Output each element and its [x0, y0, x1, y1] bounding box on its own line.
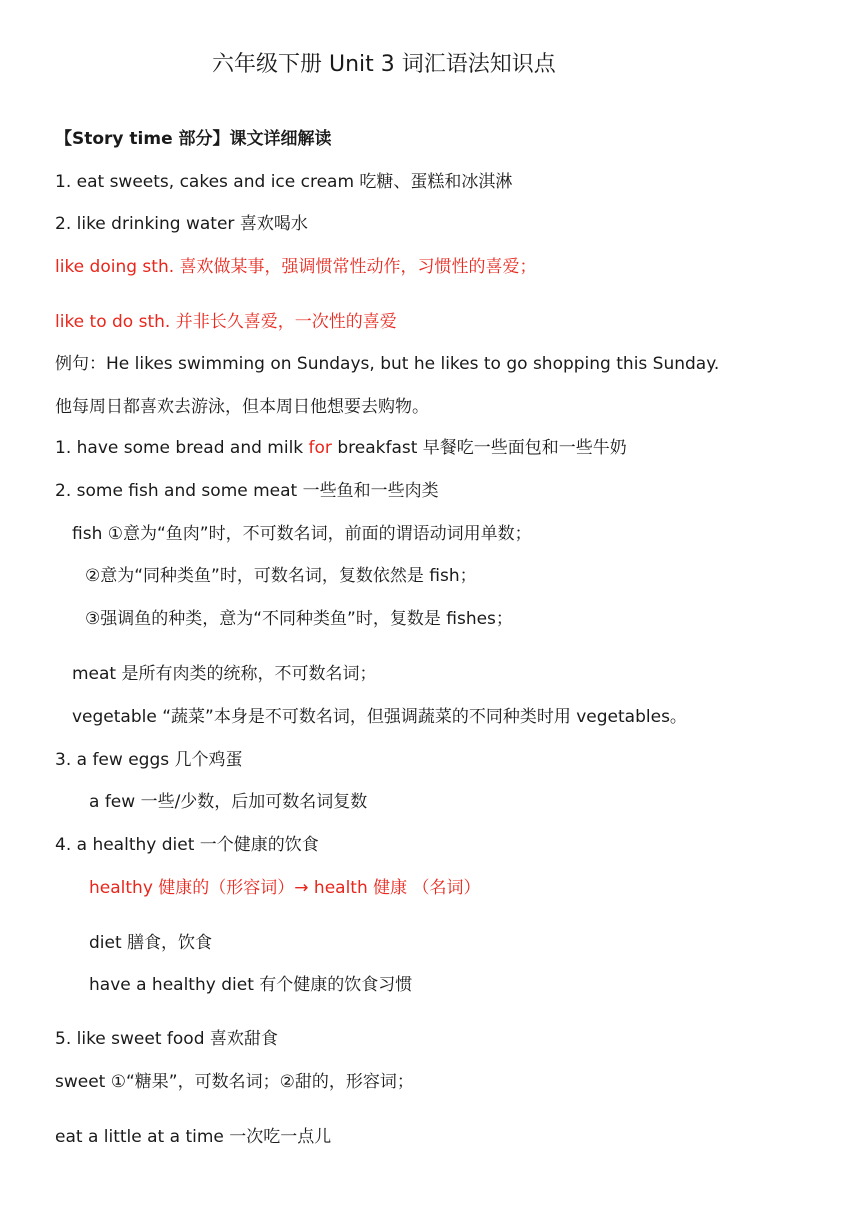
item-eat-a-little: eat a little at a time 一次吃一点儿 — [55, 1127, 332, 1147]
section-heading: 【Story time 部分】课文详细解读 — [55, 129, 332, 149]
item-sweet-food: 5. like sweet food 喜欢甜食 — [55, 1029, 278, 1049]
note-sweet: sweet ①“糖果”，可数名词；②甜的，形容词； — [55, 1072, 414, 1092]
page-title: 六年级下册 Unit 3 词汇语法知识点 — [212, 52, 556, 77]
item-bread-and-milk — [55, 437, 627, 459]
note-vegetable: vegetable “蔬菜”本身是不可数名词，但强调蔬菜的不同种类时用 vegetables。 — [72, 707, 687, 727]
note-meat: meat 是所有肉类的统称，不可数名词； — [72, 664, 377, 684]
example-translation: 他每周日都喜欢去游泳，但本周日他想要去购物。 — [55, 397, 429, 417]
note-diet: diet 膳食，饮食 — [89, 933, 213, 953]
note-like-doing: like doing sth. 喜欢做某事，强调惯常性动作，习惯性的喜爱； — [55, 257, 537, 277]
note-like-to-do: like to do sth. 并非长久喜爱，一次性的喜爱 — [55, 312, 397, 332]
item-bread-and-milk-end: breakfast 早餐吃一些面包和一些牛奶 — [331, 438, 627, 458]
item-healthy-diet: 4. a healthy diet 一个健康的饮食 — [55, 835, 319, 855]
note-have-healthy-diet: have a healthy diet 有个健康的饮食习惯 — [89, 975, 413, 995]
note-a-few: a few 一些/少数，后加可数名词复数 — [89, 792, 368, 812]
item-eat-sweets: 1. eat sweets, cakes and ice cream 吃糖、蛋糕和冰淇淋 — [55, 172, 513, 192]
note-healthy-health: healthy 健康的（形容词）→ health 健康 （名词） — [89, 878, 481, 898]
note-fish-3: ③强调鱼的种类，意为“不同种类鱼”时，复数是 fishes； — [85, 609, 513, 629]
item-like-drinking-water: 2. like drinking water 喜欢喝水 — [55, 214, 308, 234]
item-a-few-eggs: 3. a few eggs 几个鸡蛋 — [55, 750, 243, 770]
highlight-for: for — [308, 438, 332, 458]
example-sentence: 例句：He likes swimming on Sundays, but he likes to go shopping this Sunday. — [55, 354, 720, 374]
item-fish-and-meat: 2. some fish and some meat 一些鱼和一些肉类 — [55, 481, 439, 501]
item-bread-and-milk-start: 1. have some bread and milk — [55, 438, 309, 458]
note-fish-2: ②意为“同种类鱼”时，可数名词，复数依然是 fish； — [85, 566, 477, 586]
note-fish-1: fish ①意为“鱼肉”时，不可数名词，前面的谓语动词用单数； — [72, 524, 532, 544]
